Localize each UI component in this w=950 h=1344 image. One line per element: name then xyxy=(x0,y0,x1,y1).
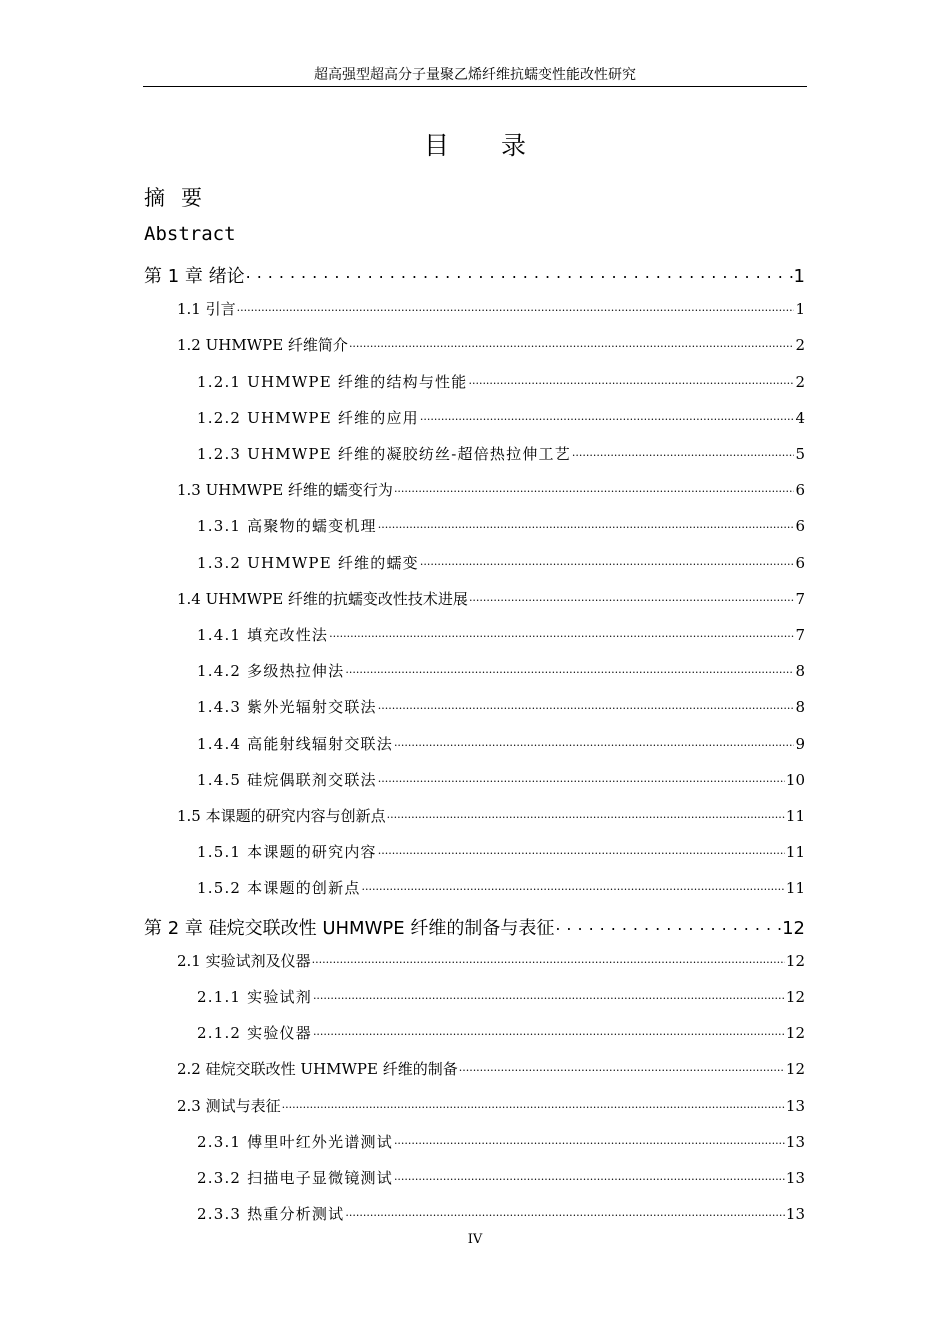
toc-leader-dots xyxy=(420,557,795,568)
toc-subsection-entry[interactable] xyxy=(197,733,805,757)
toc-section-entry[interactable] xyxy=(177,479,805,503)
toc-entry-page: 7 xyxy=(795,589,805,608)
toc-entry-label: 1.2.1 UHMWPE 纤维的结构与性能 xyxy=(197,372,468,391)
toc-leader-dots xyxy=(312,955,785,966)
toc-chapter-entry[interactable] xyxy=(144,262,805,286)
toc-leader-dots xyxy=(420,412,795,423)
toc-leader-dots xyxy=(313,991,785,1002)
toc-entry-page: 13 xyxy=(785,1096,805,1115)
toc-leader-dots xyxy=(378,774,785,785)
toc-leader-dots xyxy=(378,846,785,857)
toc-section-entry[interactable] xyxy=(177,950,805,974)
toc-entry-label: 1.3.2 UHMWPE 纤维的蠕变 xyxy=(197,553,419,572)
toc-entry-label: 1.1 引言 xyxy=(177,300,236,319)
toc-entry-label: 2.3.1 傅里叶红外光谱测试 xyxy=(197,1132,393,1151)
toc-subsection-entry[interactable] xyxy=(197,986,805,1010)
toc-leader-dots xyxy=(572,448,795,459)
toc-entry-label: 2.3 测试与表征 xyxy=(177,1096,281,1115)
toc-section-entry[interactable] xyxy=(177,1058,805,1082)
toc-entry-label: 1.2 UHMWPE 纤维简介 xyxy=(177,336,348,355)
toc-subsection-entry[interactable] xyxy=(197,624,805,648)
toc-entry-page: 13 xyxy=(785,1132,805,1151)
toc-leader-dots xyxy=(329,629,794,640)
toc-entry-label: 2.3.2 扫描电子显微镜测试 xyxy=(197,1169,393,1187)
toc-entry-label: 1.4.4 高能射线辐射交联法 xyxy=(197,734,393,753)
toc-leader-dots xyxy=(345,665,794,676)
toc-entry-label: 1.2.2 UHMWPE 纤维的应用 xyxy=(197,408,419,427)
toc-leader-dots xyxy=(313,1027,785,1038)
toc-entry-label: 1.5.2 本课题的创新点 xyxy=(197,879,361,898)
toc-chapter-entry[interactable] xyxy=(144,914,805,938)
toc-leader-dots xyxy=(378,520,795,531)
toc-entry-page: 12 xyxy=(785,951,805,970)
page-number: IV xyxy=(467,1232,483,1247)
toc-leader-dots xyxy=(394,738,795,749)
toc-entry-page: 2 xyxy=(795,372,805,391)
toc-entry-page: 11 xyxy=(785,879,805,898)
toc-leader-dots xyxy=(394,484,795,495)
toc-entry-label: 1.3.1 高聚物的蠕变机理 xyxy=(197,517,377,536)
running-header: 超高强型超高分子量聚乙烯纤维抗蠕变性能改性研究 xyxy=(143,64,807,87)
toc-entry-page: 8 xyxy=(795,662,805,681)
toc-entry-label: 1.4 UHMWPE 纤维的抗蠕变改性技术进展 xyxy=(177,589,468,608)
toc-entry-label: 1.4.2 多级热拉伸法 xyxy=(197,662,345,681)
toc-entry-page: 11 xyxy=(785,843,805,862)
toc-leader-dots xyxy=(469,593,795,604)
toc-entry-page: 5 xyxy=(795,445,805,463)
toc-subsection-entry[interactable] xyxy=(197,769,805,793)
toc-entry-label: 2.3.3 热重分析测试 xyxy=(197,1205,345,1224)
toc-leader-dots xyxy=(237,303,795,314)
toc-entry-label: 1.4.5 硅烷偶联剂交联法 xyxy=(197,770,377,789)
toc-entry-page: 4 xyxy=(795,408,805,427)
toc-entry-page: 9 xyxy=(795,734,805,753)
toc-subsection-entry[interactable] xyxy=(197,407,805,431)
toc-abstract-cn[interactable]: 摘要 xyxy=(144,186,218,210)
toc-entry-label: 1.2.3 UHMWPE 纤维的凝胶纺丝-超倍热拉伸工艺 xyxy=(197,445,571,463)
toc-section-entry[interactable] xyxy=(177,334,805,358)
toc-section-entry[interactable] xyxy=(177,1095,805,1119)
toc-entry-label: 1.5 本课题的研究内容与创新点 xyxy=(177,807,386,825)
toc-entry-page: 2 xyxy=(795,336,805,355)
toc-leader-dots xyxy=(349,339,795,350)
toc-leader-dots xyxy=(378,701,795,712)
toc-entry-label: 第 1 章 绪论 xyxy=(144,266,245,287)
toc-entry-page: 6 xyxy=(795,553,805,572)
toc-subsection-entry[interactable] xyxy=(197,371,805,395)
toc-entry-page: 12 xyxy=(782,917,805,939)
toc-entry-label: 2.1.1 实验试剂 xyxy=(197,988,312,1006)
toc-entry-page: 8 xyxy=(795,698,805,717)
toc-entry-page: 1 xyxy=(795,300,805,319)
toc-subsection-entry[interactable] xyxy=(197,552,805,576)
toc-subsection-entry[interactable] xyxy=(197,841,805,865)
toc-subsection-entry[interactable] xyxy=(197,443,805,467)
toc-section-entry[interactable] xyxy=(177,805,805,829)
toc-entry-page: 13 xyxy=(785,1205,805,1224)
toc-leader-dots xyxy=(362,882,785,893)
toc-entry-page: 12 xyxy=(785,1024,805,1043)
toc-leader-dots xyxy=(345,1208,785,1219)
toc-entry-page: 12 xyxy=(785,1060,805,1079)
toc-leader-dots xyxy=(282,1100,785,1111)
toc-entry-page: 1 xyxy=(793,266,805,287)
toc-entry-page: 6 xyxy=(795,517,805,536)
toc-entry-page: 12 xyxy=(785,988,805,1006)
toc-entry-label: 第 2 章 硅烷交联改性 UHMWPE 纤维的制备与表征 xyxy=(144,917,555,939)
toc-leader-dots xyxy=(394,1172,785,1183)
toc-entry-page: 7 xyxy=(795,626,805,644)
toc-entry-page: 13 xyxy=(785,1169,805,1187)
toc-section-entry[interactable] xyxy=(177,298,805,322)
toc-leader-dots xyxy=(468,376,794,387)
toc-subsection-entry[interactable] xyxy=(197,1131,805,1155)
toc-subsection-entry[interactable] xyxy=(197,1167,805,1191)
toc-subsection-entry[interactable] xyxy=(197,660,805,684)
toc-title: 目 录 xyxy=(424,131,548,160)
toc-entry-label: 1.3 UHMWPE 纤维的蠕变行为 xyxy=(177,481,393,500)
toc-abstract-en[interactable]: Abstract xyxy=(144,223,236,245)
toc-entry-label: 1.4.3 紫外光辐射交联法 xyxy=(197,698,377,717)
toc-leader-dots xyxy=(246,266,793,282)
toc-entry-label: 2.1 实验试剂及仪器 xyxy=(177,951,311,970)
toc-entry-label: 1.4.1 填充改性法 xyxy=(197,626,329,644)
toc-subsection-entry[interactable] xyxy=(197,1022,805,1046)
toc-leader-dots xyxy=(394,1136,785,1147)
toc-leader-dots xyxy=(459,1063,785,1074)
toc-subsection-entry[interactable] xyxy=(197,515,805,539)
toc-entry-label: 1.5.1 本课题的研究内容 xyxy=(197,843,377,862)
toc-entry-label: 2.2 硅烷交联改性 UHMWPE 纤维的制备 xyxy=(177,1060,458,1079)
toc-entry-page: 11 xyxy=(785,807,805,825)
toc-leader-dots xyxy=(387,810,785,821)
toc-subsection-entry[interactable] xyxy=(197,877,805,901)
toc-entry-label: 2.1.2 实验仪器 xyxy=(197,1024,312,1043)
toc-section-entry[interactable] xyxy=(177,588,805,612)
toc-subsection-entry[interactable] xyxy=(197,696,805,720)
toc-entry-page: 10 xyxy=(785,770,805,789)
toc-entry-page: 6 xyxy=(795,481,805,500)
toc-subsection-entry[interactable] xyxy=(197,1203,805,1227)
toc-leader-dots xyxy=(555,918,781,934)
